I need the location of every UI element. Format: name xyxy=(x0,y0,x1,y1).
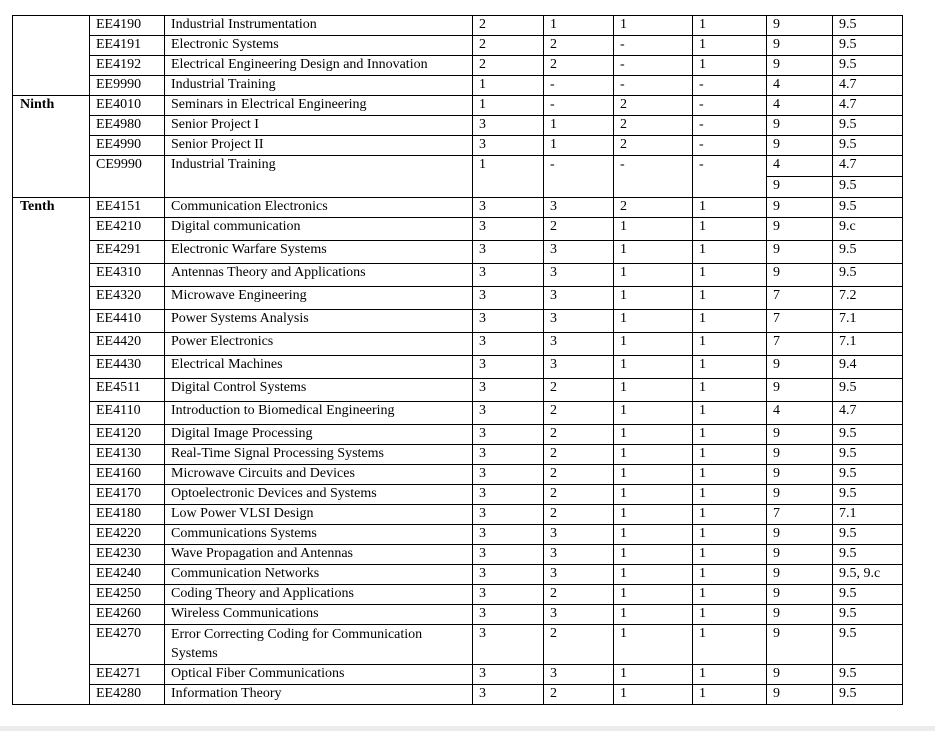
table-row xyxy=(13,465,903,485)
table-row xyxy=(13,425,903,445)
course-code: EE4240 xyxy=(90,565,165,585)
credit-hours: 3 xyxy=(473,116,544,136)
credit-hours: 3 xyxy=(473,425,544,445)
category-code: 9 xyxy=(767,425,833,445)
semester-label: Tenth xyxy=(13,198,90,705)
course-name: Electrical Machines xyxy=(165,356,473,379)
category-code: 4 xyxy=(767,76,833,96)
reference-code: 4.7 xyxy=(833,76,903,96)
lab-hours: 1 xyxy=(614,241,693,264)
reference-code: 4.7 xyxy=(833,96,903,116)
lecture-hours: 3 xyxy=(544,198,614,218)
course-name: Microwave Engineering xyxy=(165,287,473,310)
table-row xyxy=(13,402,903,425)
course-name: Senior Project II xyxy=(165,136,473,156)
course-name: Power Systems Analysis xyxy=(165,310,473,333)
tutorial-hours: 1 xyxy=(693,36,767,56)
reference-code: 9.5 xyxy=(833,136,903,156)
reference-code: 9.5 xyxy=(833,425,903,445)
credit-hours: 3 xyxy=(473,485,544,505)
reference-code: 9.5 xyxy=(833,264,903,287)
lecture-hours: 3 xyxy=(544,605,614,625)
lab-hours: 1 xyxy=(614,605,693,625)
credit-hours: 3 xyxy=(473,605,544,625)
lecture-hours: 2 xyxy=(544,218,614,241)
table-row xyxy=(13,665,903,685)
lab-hours: - xyxy=(614,56,693,76)
reference-code: 9.5, 9.c xyxy=(833,565,903,585)
lecture-hours: - xyxy=(544,76,614,96)
lecture-hours: 2 xyxy=(544,465,614,485)
lab-hours: 1 xyxy=(614,685,693,705)
lecture-hours: 2 xyxy=(544,379,614,402)
lecture-hours: 2 xyxy=(544,625,614,665)
course-code: EE4010 xyxy=(90,96,165,116)
tutorial-hours: 1 xyxy=(693,333,767,356)
lecture-hours: 2 xyxy=(544,36,614,56)
tutorial-hours: 1 xyxy=(693,665,767,685)
tutorial-hours: 1 xyxy=(693,402,767,425)
reference-code: 9.5 xyxy=(833,241,903,264)
course-code: EE9990 xyxy=(90,76,165,96)
table-row xyxy=(13,264,903,287)
course-code: EE4980 xyxy=(90,116,165,136)
lab-hours: 1 xyxy=(614,333,693,356)
lab-hours: 1 xyxy=(614,525,693,545)
course-code: EE4291 xyxy=(90,241,165,264)
reference-code: 9.5 xyxy=(833,56,903,76)
credit-hours: 3 xyxy=(473,264,544,287)
category-code: 4 xyxy=(767,156,832,177)
course-name: Optoelectronic Devices and Systems xyxy=(165,485,473,505)
course-code: EE4191 xyxy=(90,36,165,56)
course-code: EE4320 xyxy=(90,287,165,310)
table-row xyxy=(13,36,903,56)
table-row xyxy=(13,685,903,705)
tutorial-hours: 1 xyxy=(693,198,767,218)
course-name: Real-Time Signal Processing Systems xyxy=(165,445,473,465)
lab-hours: 1 xyxy=(614,402,693,425)
curriculum-table-page xyxy=(12,15,903,705)
course-code: EE4260 xyxy=(90,605,165,625)
category-code: 9 xyxy=(767,136,833,156)
table-row xyxy=(13,565,903,585)
lecture-hours: 3 xyxy=(544,310,614,333)
credit-hours: 3 xyxy=(473,379,544,402)
tutorial-hours: 1 xyxy=(693,379,767,402)
lecture-hours: 2 xyxy=(544,402,614,425)
tutorial-hours: 1 xyxy=(693,545,767,565)
lecture-hours: 3 xyxy=(544,665,614,685)
reference-code-split xyxy=(833,156,903,198)
course-code: EE4210 xyxy=(90,218,165,241)
course-name: Error Correcting Coding for Communication Systems xyxy=(165,625,473,665)
lab-hours: 1 xyxy=(614,565,693,585)
lab-hours: 1 xyxy=(614,465,693,485)
reference-code: 9.4 xyxy=(833,356,903,379)
lab-hours: 1 xyxy=(614,356,693,379)
tutorial-hours: 1 xyxy=(693,505,767,525)
credit-hours: 3 xyxy=(473,585,544,605)
reference-code: 9.5 xyxy=(833,625,903,665)
tutorial-hours: 1 xyxy=(693,625,767,665)
lecture-hours: 3 xyxy=(544,356,614,379)
course-code: EE4230 xyxy=(90,545,165,565)
credit-hours: 3 xyxy=(473,445,544,465)
category-code: 4 xyxy=(767,402,833,425)
credit-hours: 3 xyxy=(473,685,544,705)
lecture-hours: - xyxy=(544,96,614,116)
lab-hours: 2 xyxy=(614,198,693,218)
category-code: 9 xyxy=(767,605,833,625)
credit-hours: 2 xyxy=(473,16,544,36)
tutorial-hours: 1 xyxy=(693,565,767,585)
tutorial-hours: 1 xyxy=(693,445,767,465)
course-code: EE4430 xyxy=(90,356,165,379)
category-code: 9 xyxy=(767,116,833,136)
credit-hours: 3 xyxy=(473,333,544,356)
tutorial-hours: 1 xyxy=(693,310,767,333)
lab-hours: 1 xyxy=(614,287,693,310)
course-name: Electronic Warfare Systems xyxy=(165,241,473,264)
reference-code: 9.5 xyxy=(833,665,903,685)
category-code: 9 xyxy=(767,625,833,665)
course-name: Digital Image Processing xyxy=(165,425,473,445)
table-row xyxy=(13,76,903,96)
category-code: 9 xyxy=(767,525,833,545)
reference-code: 9.5 xyxy=(839,178,857,193)
reference-code: 9.5 xyxy=(833,485,903,505)
course-name: Seminars in Electrical Engineering xyxy=(165,96,473,116)
reference-code: 9.5 xyxy=(833,465,903,485)
lecture-hours: 3 xyxy=(544,287,614,310)
table-row xyxy=(13,333,903,356)
category-code: 9 xyxy=(767,465,833,485)
tutorial-hours: 1 xyxy=(693,685,767,705)
tutorial-hours: - xyxy=(693,76,767,96)
table-row xyxy=(13,545,903,565)
tutorial-hours: 1 xyxy=(693,425,767,445)
tutorial-hours: 1 xyxy=(693,525,767,545)
credit-hours: 3 xyxy=(473,356,544,379)
lab-hours: 1 xyxy=(614,485,693,505)
category-code: 9 xyxy=(773,178,780,193)
lab-hours: 2 xyxy=(614,136,693,156)
course-code: EE4192 xyxy=(90,56,165,76)
lecture-hours: 2 xyxy=(544,56,614,76)
tutorial-hours: 1 xyxy=(693,56,767,76)
lab-hours: 1 xyxy=(614,425,693,445)
reference-code: 9.5 xyxy=(833,605,903,625)
lab-hours: 1 xyxy=(614,445,693,465)
lecture-hours: 3 xyxy=(544,545,614,565)
tutorial-hours: 1 xyxy=(693,465,767,485)
reference-code: 9.5 xyxy=(833,445,903,465)
course-name: Communication Electronics xyxy=(165,198,473,218)
category-code: 9 xyxy=(767,565,833,585)
lecture-hours: 3 xyxy=(544,333,614,356)
table-row xyxy=(13,156,903,198)
lab-hours: 1 xyxy=(614,264,693,287)
table-row xyxy=(13,198,903,218)
course-name: Senior Project I xyxy=(165,116,473,136)
table-row xyxy=(13,310,903,333)
course-code: EE4130 xyxy=(90,445,165,465)
credit-hours: 3 xyxy=(473,198,544,218)
course-code: CE9990 xyxy=(90,156,165,198)
course-code: EE4270 xyxy=(90,625,165,665)
category-code: 9 xyxy=(767,198,833,218)
reference-code: 7.1 xyxy=(833,310,903,333)
tutorial-hours: - xyxy=(693,116,767,136)
credit-hours: 3 xyxy=(473,625,544,665)
tutorial-hours: - xyxy=(693,96,767,116)
table-row xyxy=(13,56,903,76)
lab-hours: 2 xyxy=(614,116,693,136)
category-code: 9 xyxy=(767,16,833,36)
category-code: 9 xyxy=(767,264,833,287)
course-code: EE4120 xyxy=(90,425,165,445)
tutorial-hours: - xyxy=(693,156,767,198)
reference-code: 9.5 xyxy=(833,116,903,136)
lecture-hours: 1 xyxy=(544,16,614,36)
lab-hours: 1 xyxy=(614,625,693,665)
tutorial-hours: 1 xyxy=(693,287,767,310)
course-code: EE4160 xyxy=(90,465,165,485)
category-code: 9 xyxy=(767,665,833,685)
table-row xyxy=(13,96,903,116)
course-code: EE4511 xyxy=(90,379,165,402)
reference-code: 9.5 xyxy=(833,379,903,402)
lecture-hours: 3 xyxy=(544,565,614,585)
credit-hours: 3 xyxy=(473,465,544,485)
course-code: EE4310 xyxy=(90,264,165,287)
course-code: EE4180 xyxy=(90,505,165,525)
page-bottom-edge xyxy=(0,726,935,731)
reference-code: 9.5 xyxy=(833,36,903,56)
course-name: Antennas Theory and Applications xyxy=(165,264,473,287)
tutorial-hours: 1 xyxy=(693,241,767,264)
course-name: Coding Theory and Applications xyxy=(165,585,473,605)
course-name: Industrial Training xyxy=(165,76,473,96)
tutorial-hours: 1 xyxy=(693,264,767,287)
table-row xyxy=(13,525,903,545)
table-row xyxy=(13,445,903,465)
reference-code: 7.1 xyxy=(833,505,903,525)
course-name: Information Theory xyxy=(165,685,473,705)
reference-code: 9.5 xyxy=(833,545,903,565)
course-name: Digital communication xyxy=(165,218,473,241)
course-name: Electrical Engineering Design and Innovation xyxy=(165,56,473,76)
tutorial-hours: 1 xyxy=(693,585,767,605)
table-row xyxy=(13,485,903,505)
table-row xyxy=(13,287,903,310)
table-row xyxy=(13,505,903,525)
semester-label: Ninth xyxy=(13,96,90,198)
tutorial-hours: 1 xyxy=(693,218,767,241)
credit-hours: 3 xyxy=(473,241,544,264)
credit-hours: 1 xyxy=(473,156,544,198)
course-code: EE4250 xyxy=(90,585,165,605)
reference-code: 9.5 xyxy=(833,685,903,705)
table-row xyxy=(13,16,903,36)
course-code: EE4170 xyxy=(90,485,165,505)
credit-hours: 1 xyxy=(473,96,544,116)
table-row xyxy=(13,605,903,625)
reference-code: 7.1 xyxy=(833,333,903,356)
category-code: 7 xyxy=(767,505,833,525)
lecture-hours: 3 xyxy=(544,241,614,264)
course-code: EE4271 xyxy=(90,665,165,685)
reference-code: 4.7 xyxy=(833,402,903,425)
course-name: Low Power VLSI Design xyxy=(165,505,473,525)
course-code: EE4420 xyxy=(90,333,165,356)
table-row xyxy=(13,116,903,136)
credit-hours: 3 xyxy=(473,505,544,525)
lab-hours: - xyxy=(614,76,693,96)
category-code: 9 xyxy=(767,56,833,76)
course-code: EE4220 xyxy=(90,525,165,545)
table-row xyxy=(13,625,903,665)
tutorial-hours: 1 xyxy=(693,605,767,625)
lab-hours: 1 xyxy=(614,16,693,36)
course-name: Introduction to Biomedical Engineering xyxy=(165,402,473,425)
credit-hours: 3 xyxy=(473,310,544,333)
lecture-hours: 2 xyxy=(544,425,614,445)
credit-hours: 3 xyxy=(473,565,544,585)
category-code: 7 xyxy=(767,333,833,356)
course-code: EE4190 xyxy=(90,16,165,36)
lecture-hours: 2 xyxy=(544,585,614,605)
course-code: EE4990 xyxy=(90,136,165,156)
course-name: Industrial Instrumentation xyxy=(165,16,473,36)
course-name: Wave Propagation and Antennas xyxy=(165,545,473,565)
course-name: Microwave Circuits and Devices xyxy=(165,465,473,485)
reference-code: 9.5 xyxy=(833,16,903,36)
reference-code: 4.7 xyxy=(833,156,902,177)
course-name: Digital Control Systems xyxy=(165,379,473,402)
lecture-hours: 1 xyxy=(544,116,614,136)
credit-hours: 3 xyxy=(473,136,544,156)
tutorial-hours: 1 xyxy=(693,356,767,379)
category-code: 9 xyxy=(767,36,833,56)
credit-hours: 3 xyxy=(473,218,544,241)
table-row xyxy=(13,218,903,241)
course-code: EE4110 xyxy=(90,402,165,425)
table-row xyxy=(13,136,903,156)
table-row xyxy=(13,241,903,264)
lab-hours: 2 xyxy=(614,96,693,116)
lecture-hours: 3 xyxy=(544,525,614,545)
credit-hours: 3 xyxy=(473,525,544,545)
credit-hours: 2 xyxy=(473,36,544,56)
lecture-hours: 2 xyxy=(544,445,614,465)
course-name: Optical Fiber Communications xyxy=(165,665,473,685)
lab-hours: 1 xyxy=(614,379,693,402)
credit-hours: 3 xyxy=(473,287,544,310)
category-code: 9 xyxy=(767,545,833,565)
category-code: 9 xyxy=(767,218,833,241)
reference-code: 9.5 xyxy=(833,198,903,218)
category-code: 9 xyxy=(767,356,833,379)
category-code: 9 xyxy=(767,241,833,264)
lecture-hours: 2 xyxy=(544,505,614,525)
lab-hours: - xyxy=(614,156,693,198)
lecture-hours: 2 xyxy=(544,485,614,505)
lab-hours: 1 xyxy=(614,665,693,685)
semester-label xyxy=(13,16,90,96)
category-code-split xyxy=(767,156,833,198)
lab-hours: 1 xyxy=(614,218,693,241)
table-row xyxy=(13,379,903,402)
lab-hours: 1 xyxy=(614,505,693,525)
lecture-hours: 3 xyxy=(544,264,614,287)
course-name: Power Electronics xyxy=(165,333,473,356)
course-name: Wireless Communications xyxy=(165,605,473,625)
lecture-hours: 1 xyxy=(544,136,614,156)
lab-hours: - xyxy=(614,36,693,56)
category-code: 7 xyxy=(767,310,833,333)
credit-hours: 2 xyxy=(473,56,544,76)
credit-hours: 3 xyxy=(473,665,544,685)
tutorial-hours: 1 xyxy=(693,485,767,505)
course-name: Communication Networks xyxy=(165,565,473,585)
course-name: Electronic Systems xyxy=(165,36,473,56)
category-code: 9 xyxy=(767,585,833,605)
category-code: 9 xyxy=(767,379,833,402)
reference-code: 9.5 xyxy=(833,585,903,605)
course-name: Industrial Training xyxy=(165,156,473,198)
credit-hours: 3 xyxy=(473,545,544,565)
curriculum-table xyxy=(12,15,903,705)
lecture-hours: - xyxy=(544,156,614,198)
course-code: EE4151 xyxy=(90,198,165,218)
category-code: 9 xyxy=(767,485,833,505)
lecture-hours: 2 xyxy=(544,685,614,705)
reference-code: 9.5 xyxy=(833,525,903,545)
lab-hours: 1 xyxy=(614,310,693,333)
course-code: EE4280 xyxy=(90,685,165,705)
table-row xyxy=(13,356,903,379)
reference-code: 7.2 xyxy=(833,287,903,310)
lab-hours: 1 xyxy=(614,585,693,605)
credit-hours: 1 xyxy=(473,76,544,96)
lab-hours: 1 xyxy=(614,545,693,565)
category-code: 7 xyxy=(767,287,833,310)
table-row xyxy=(13,585,903,605)
credit-hours: 3 xyxy=(473,402,544,425)
category-code: 9 xyxy=(767,685,833,705)
reference-code: 9.c xyxy=(833,218,903,241)
category-code: 9 xyxy=(767,445,833,465)
category-code: 4 xyxy=(767,96,833,116)
tutorial-hours: 1 xyxy=(693,16,767,36)
course-code: EE4410 xyxy=(90,310,165,333)
course-name: Communications Systems xyxy=(165,525,473,545)
tutorial-hours: - xyxy=(693,136,767,156)
